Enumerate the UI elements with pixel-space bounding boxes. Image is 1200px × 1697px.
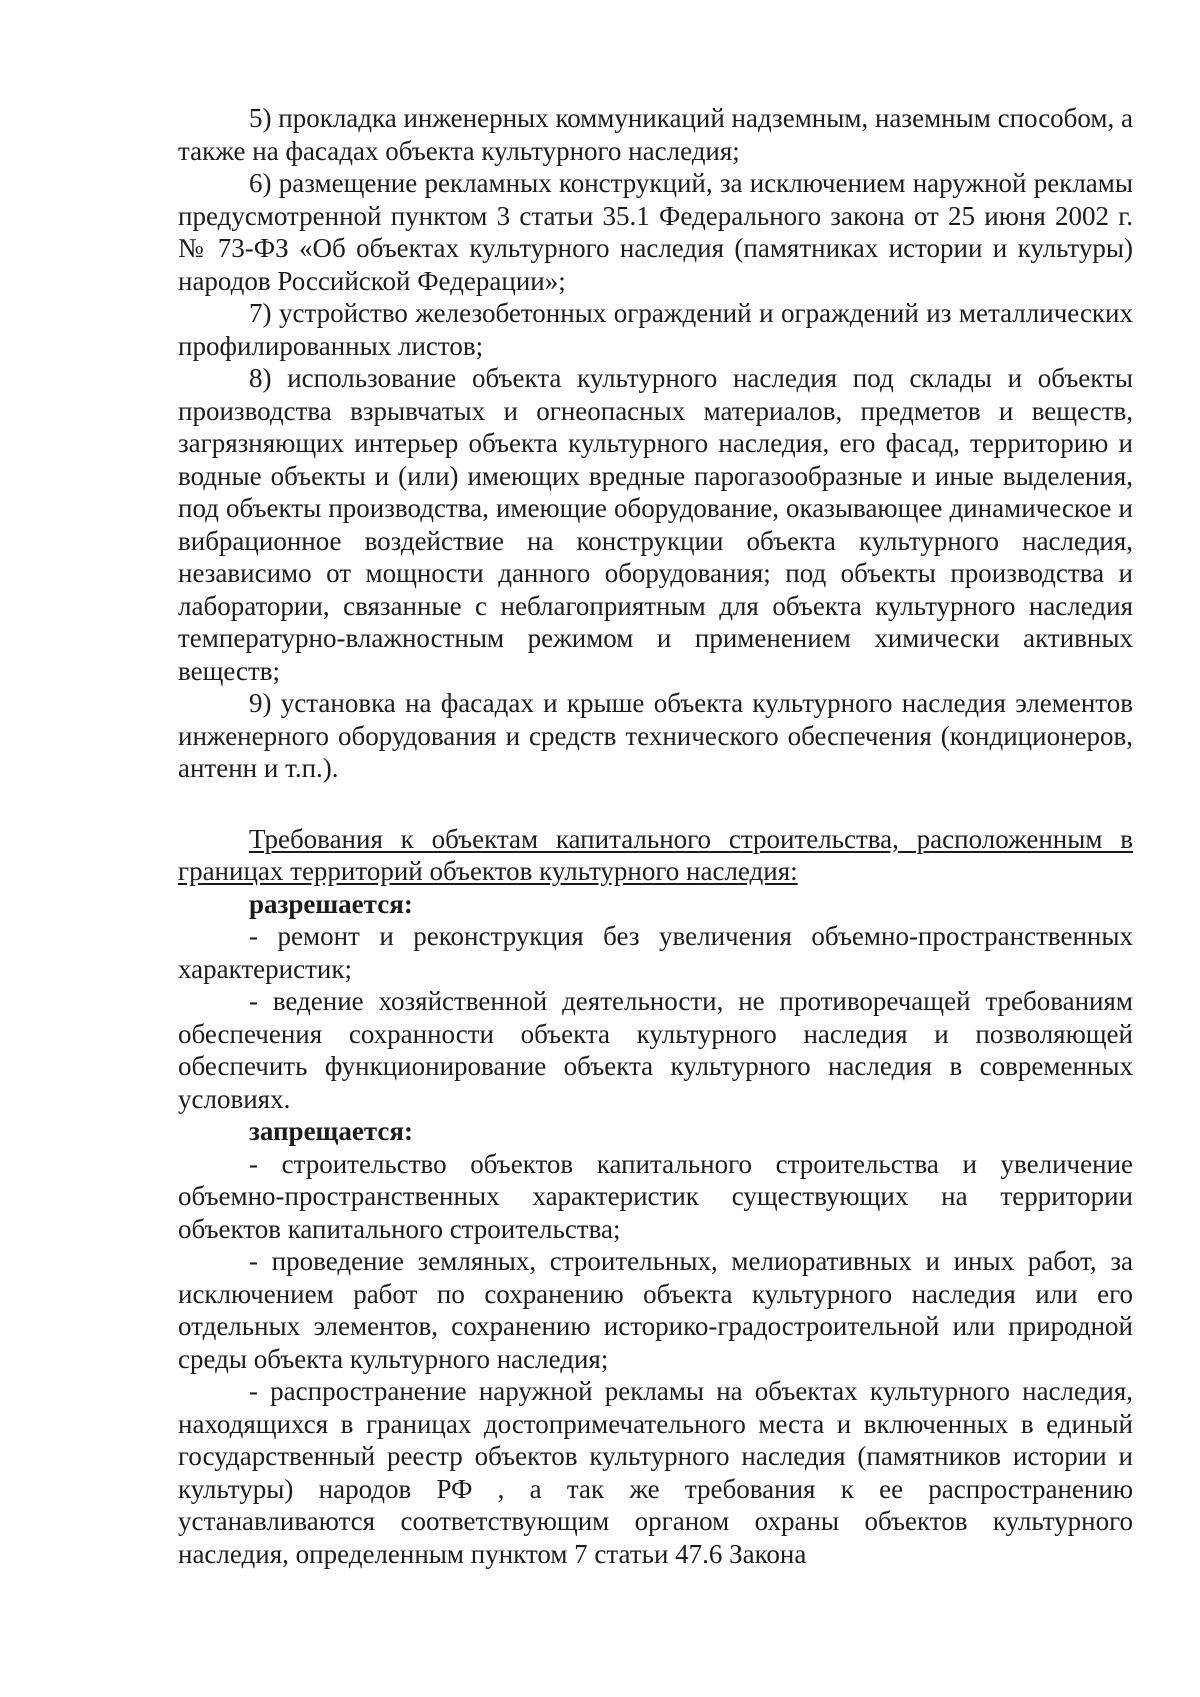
allowed-item: - ведение хозяйственной деятельности, не противоречащей требованиям обеспечения сохранности объекта культурного наследия и позволяющей обеспечить функционирование объекта культурного наследия в современных условиях.	[178, 986, 1133, 1114]
forbidden-item: - проведение земляных, строительных, мелиоративных и иных работ, за исключением работ по сохранению объекта культурного наследия или его отдельных элементов, сохранению историко-градостроительной или природной среды объекта культурного наследия;	[178, 1246, 1133, 1374]
forbidden-label: запрещается:	[249, 1116, 414, 1146]
list-item: 6) размещение рекламных конструкций, за исключением наружной рекламы предусмотренной пунктом 3 статьи 35.1 Федерального закона от 25 июня 2002 г. № 73-ФЗ «Об объектах культурного наследия (памятниках истории и культуры) народов Российской Федерации»;	[178, 168, 1133, 296]
document-body	[178, 102, 1133, 1570]
allowed-item: - ремонт и реконструкция без увеличения объемно-пространственных характеристик;	[178, 921, 1133, 984]
section-spacer	[178, 785, 1133, 823]
forbidden-item: - распространение наружной рекламы на объектах культурного наследия, находящихся в границах достопримечательного места и включенных в единый государственный реестр объектов культурного наследия (памятников истории и культуры) народов РФ , а так же требования к ее распространению устанавливаются соответствующим органом охраны объектов культурного наследия, определенным пунктом 7 статьи 47.6 Закона	[178, 1376, 1133, 1569]
list-item: 9) установка на фасадах и крыше объекта культурного наследия элементов инженерного оборудования и средств технического обеспечения (кондиционеров, антенн и т.п.).	[178, 688, 1133, 783]
forbidden-item: - строительство объектов капитального строительства и увеличение объемно-пространственных характеристик существующих на территории объектов капитального строительства;	[178, 1148, 1133, 1244]
list-item: 5) прокладка инженерных коммуникаций надземным, наземным способом, а также на фасадах объекта культурного наследия;	[178, 103, 1133, 166]
list-item: 7) устройство железобетонных ограждений и ограждений из металлических профилированных листов;	[178, 298, 1133, 361]
section-heading: Требования к объектам капитального строительства, расположенным в границах территорий объектов культурного наследия:	[178, 823, 1133, 886]
list-item: 8) использование объекта культурного наследия под склады и объекты производства взрывчатых и огнеопасных материалов, предметов и веществ, загрязняющих интерьер объекта культурного наследия, его фасад, территорию и водные объекты и (или) имеющих вредные парогазообразные и иные выделения, под объекты производства, имеющие оборудование, оказывающее динамическое и вибрационное воздействие на конструкции объекта культурного наследия, независимо от мощности данного оборудования; под объекты производства и лаборатории, связанные с неблагоприятным для объекта культурного наследия температурно-влажностным режимом и применением химически активных веществ;	[178, 363, 1133, 686]
allowed-label: разрешается:	[249, 888, 413, 919]
